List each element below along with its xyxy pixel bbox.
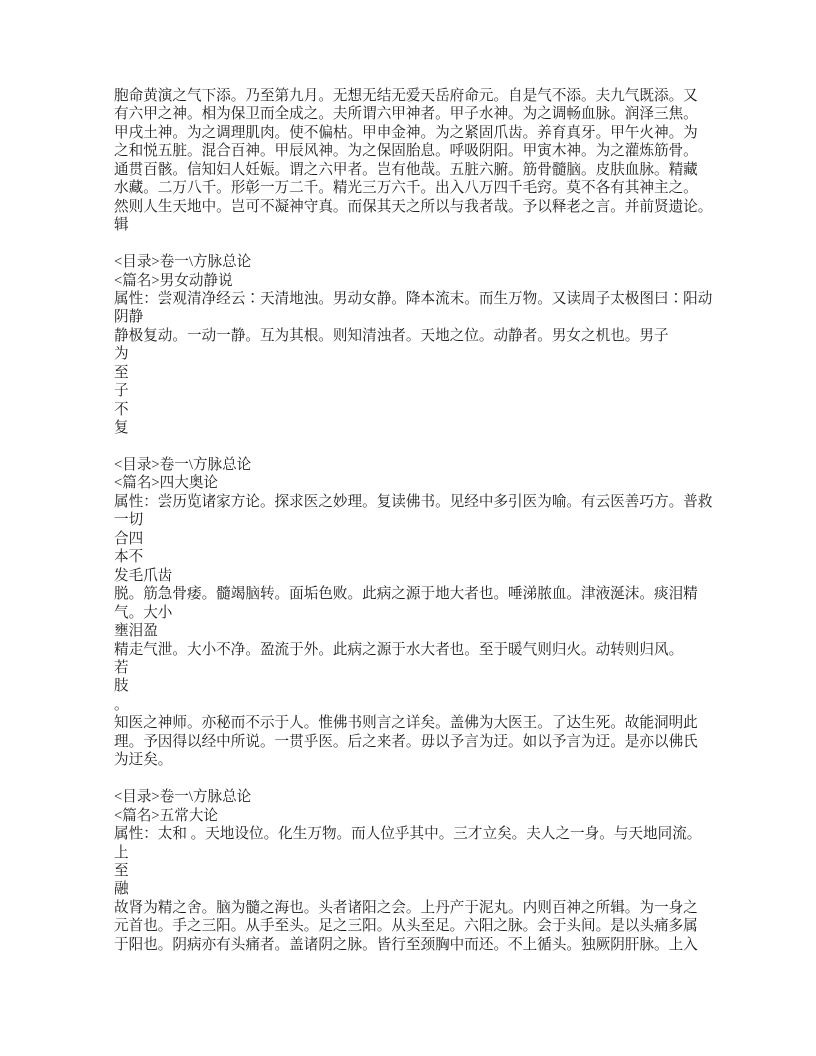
text-line: 水藏。二万八千。形彰一万二千。精光三万六千。出入八万四千毛窍。莫不各有其神主之。 xyxy=(114,180,698,197)
text-line: 若 xyxy=(114,660,129,677)
text-line: 上 xyxy=(114,844,129,861)
text-line: 合四 xyxy=(114,530,144,547)
text-line: 之和悦五脏。混合百神。甲辰风神。为之保固胎息。呼吸阴阳。甲寅木神。为之灌炼筋骨。 xyxy=(114,143,698,160)
text-line: 不 xyxy=(114,401,129,418)
text-line: 子 xyxy=(114,383,129,400)
preface-fragment xyxy=(114,87,714,235)
text-line: 有六甲之神。相为保卫而全成之。夫所谓六甲神者。甲子水神。为之调畅血脉。润泽三焦。 xyxy=(114,106,698,123)
text-line: 。 xyxy=(114,696,129,713)
section-nan-nv-dong-jing-shuo xyxy=(114,253,714,438)
text-line: 本不 xyxy=(114,549,144,566)
text-line: <目录>卷一\方脉总论 xyxy=(114,789,252,806)
text-line: 故肾为精之舍。脑为髓之海也。头者诸阳之会。上丹产于泥丸。内则百神之所辑。为一身之 xyxy=(114,899,698,916)
document-body xyxy=(114,87,714,954)
text-line: <篇名>四大奥论 xyxy=(114,475,219,492)
text-line: 辑 xyxy=(114,217,129,234)
section-wu-chang-da-lun xyxy=(114,788,714,954)
text-line: 至 xyxy=(114,364,129,381)
text-line: 静极复动。一动一静。互为其根。则知清浊者。天地之位。动静者。男女之机也。男子 xyxy=(114,327,669,344)
text-line: 为 xyxy=(114,346,129,363)
text-line: 为迂矣。 xyxy=(114,752,173,769)
text-line: 理。予因得以经中所说。一贯乎医。后之来者。毋以予言为迂。如以予言为迂。是亦以佛氏 xyxy=(114,733,698,750)
text-line: 复 xyxy=(114,420,129,437)
text-line: 发毛爪齿 xyxy=(114,567,173,584)
text-line: 气。大小 xyxy=(114,604,173,621)
text-line: 胞命黄演之气下添。乃至第九月。无想无结无爱天岳府命元。自是气不添。夫九气既添。又 xyxy=(114,88,698,104)
text-line: 精走气泄。大小不净。盈流于外。此病之源于水大者也。至于暖气则归火。动转则归风。 xyxy=(114,641,684,658)
text-line: <目录>卷一\方脉总论 xyxy=(114,254,252,271)
text-line: 肢 xyxy=(114,678,129,695)
text-line: 属性：尝历览诸家方论。探求医之妙理。复读佛书。见经中多引医为喻。有云医善巧方。普救 xyxy=(114,493,713,510)
text-line: <篇名>五常大论 xyxy=(114,807,219,824)
text-line: 属性：尝观清净经云∶天清地浊。男动女静。降本流末。而生万物。又读周子太极图曰∶阳动 xyxy=(114,290,713,307)
text-line: 脱。筋急骨痿。髓竭脑转。面垢色败。此病之源于地大者也。唾涕脓血。津液涎沫。痰泪精 xyxy=(114,586,698,603)
text-line: 知医之神师。亦秘而不示于人。惟佛书则言之详矣。盖佛为大医王。了达生死。故能洞明此 xyxy=(114,715,698,732)
text-line: 阴静 xyxy=(114,309,144,326)
text-line: 甲戌土神。为之调理肌肉。使不偏枯。甲申金神。为之紧固爪齿。养育真牙。甲午火神。为 xyxy=(114,124,698,141)
text-line: 元首也。手之三阳。从手至头。足之三阳。从头至足。六阳之脉。会于头间。是以头痛多属 xyxy=(114,918,698,935)
text-line: 然则人生天地中。岂可不凝神守真。而保其天之所以与我者哉。予以释老之言。并前贤遗论。 xyxy=(114,198,713,215)
text-line: 属性：太和 。天地设位。化生万物。而人位乎其中。三才立矣。夫人之一身。与天地同流。 xyxy=(114,826,702,843)
text-line: 于阳也。阴病亦有头痛者。盖诸阴之脉。皆行至颈胸中而还。不上循头。独厥阴肝脉。上入 xyxy=(114,936,698,953)
text-line: 至 xyxy=(114,862,129,879)
text-line: <目录>卷一\方脉总论 xyxy=(114,457,252,474)
text-line: 通贯百骸。信知妇人妊娠。谓之六甲者。岂有他哉。五脏六腑。筋骨髓脑。皮肤血脉。精藏 xyxy=(114,161,698,178)
text-line: 壅泪盈 xyxy=(114,623,158,640)
section-si-da-ao-lun xyxy=(114,456,714,770)
text-line: 一切 xyxy=(114,512,144,529)
text-line: <篇名>男女动静说 xyxy=(114,272,233,289)
text-line: 融 xyxy=(114,881,129,898)
